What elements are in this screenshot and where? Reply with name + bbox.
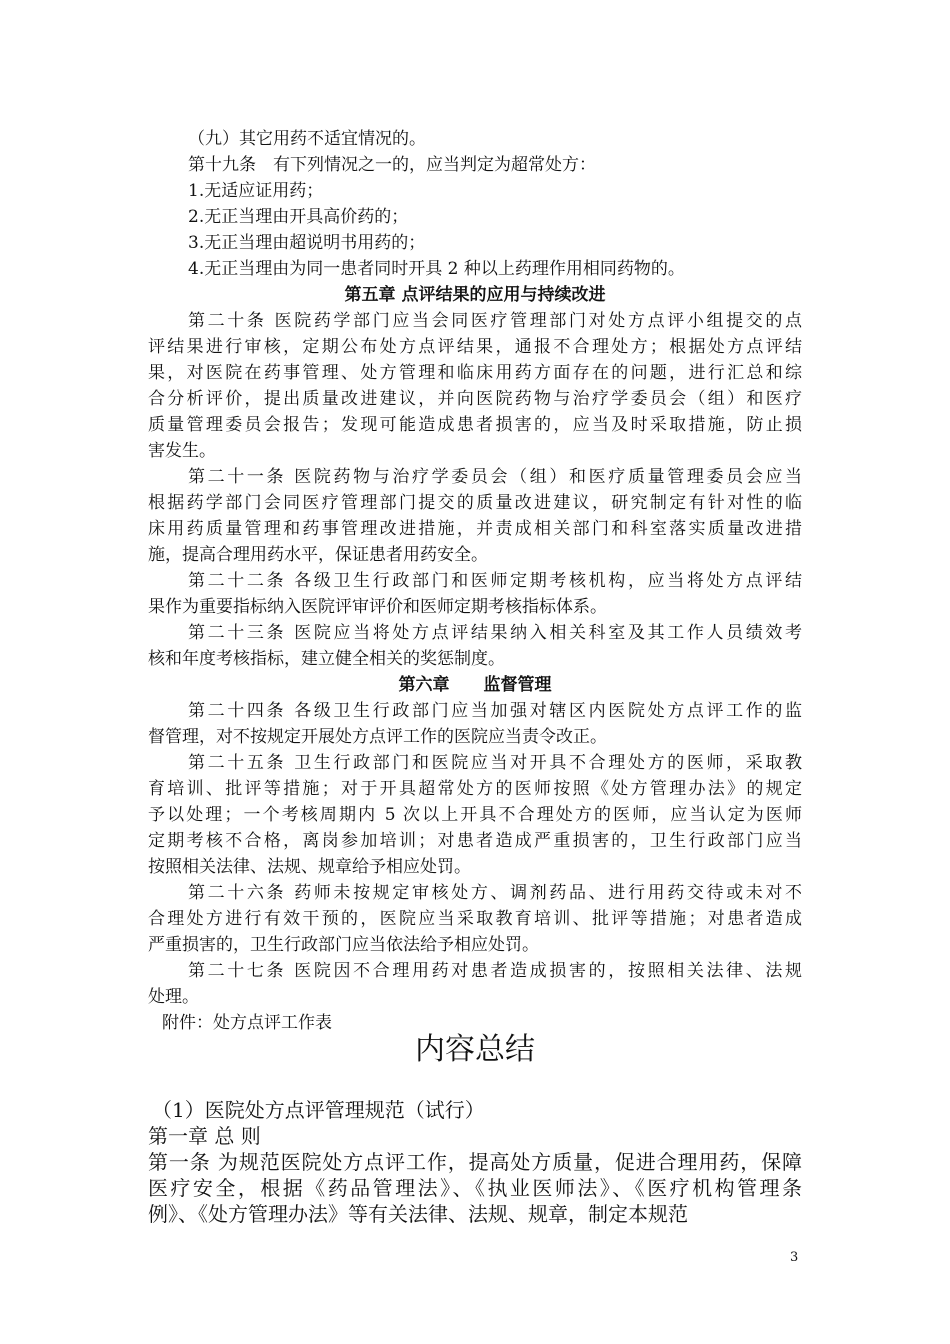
paragraph-line: 第二十二条 各级卫生行政部门和医师定期考核机构，应当将处方点评结: [188, 571, 802, 591]
article-19-line: 第十九条 有下列情况之一的，应当判定为超常处方：: [188, 155, 596, 175]
paragraph-line: 育培训、批评等措施；对于开具超常处方的医师按照《处方管理办法》的规定: [148, 779, 802, 799]
paragraph-line: 第二十一条 医院药物与治疗学委员会（组）和医疗质量管理委员会应当: [188, 467, 802, 487]
page-number: 3: [790, 1250, 799, 1265]
paragraph-line: 按照相关法律、法规、规章给予相应处罚。: [148, 857, 471, 877]
list-item: 3.无正当理由超说明书用药的；: [188, 233, 426, 253]
paragraph-line: 合理处方进行有效干预的，医院应当采取教育培训、批评等措施；对患者造成: [148, 909, 802, 929]
summary-line: 第一条 为规范医院处方点评工作，提高处方质量，促进合理用药，保障: [148, 1150, 802, 1174]
summary-line: 医疗安全，根据《药品管理法》、《执业医师法》、《医疗机构管理条: [148, 1176, 802, 1200]
summary-line: （1）医院处方点评管理规范（试行）: [152, 1098, 485, 1122]
paragraph-line: 床用药质量管理和药事管理改进措施，并责成相关部门和科室落实质量改进措: [148, 519, 802, 539]
paragraph-line: 第二十条 医院药学部门应当会同医疗管理部门对处方点评小组提交的点: [188, 311, 802, 331]
list-item: 2.无正当理由开具高价药的；: [188, 207, 409, 227]
paragraph-line: 定期考核不合格，离岗参加培训；对患者造成严重损害的，卫生行政部门应当: [148, 831, 802, 851]
list-item: 1.无适应证用药；: [188, 181, 324, 201]
paragraph-line: 第二十五条 卫生行政部门和医院应当对开具不合理处方的医师，采取教: [188, 753, 802, 773]
paragraph-line: 第二十七条 医院因不合理用药对患者造成损害的，按照相关法律、法规: [188, 961, 802, 981]
paragraph-line: 质量管理委员会报告；发现可能造成患者损害的，应当及时采取措施，防止损: [148, 415, 802, 435]
paragraph-line: 处理。: [148, 987, 199, 1007]
paragraph-line: 督管理，对不按规定开展处方点评工作的医院应当责令改正。: [148, 727, 607, 747]
list-item: 4.无正当理由为同一患者同时开具 2 种以上药理作用相同药物的。: [188, 259, 685, 279]
paragraph-line: 予以处理；一个考核周期内 5 次以上开具不合理处方的医师，应当认定为医师: [148, 805, 802, 825]
paragraph-line: 害发生。: [148, 441, 216, 461]
paragraph-line: 根据药学部门会同医疗管理部门提交的质量改进建议，研究制定有针对性的临: [148, 493, 802, 513]
paragraph-line: 核和年度考核指标，建立健全相关的奖惩制度。: [148, 649, 505, 669]
paragraph-line: 严重损害的，卫生行政部门应当依法给予相应处罚。: [148, 935, 539, 955]
summary-line: 第一章 总 则: [148, 1124, 261, 1148]
attachment-line: 附件：处方点评工作表: [162, 1013, 332, 1033]
paragraph-line: 果作为重要指标纳入医院评审评价和医师定期考核指标体系。: [148, 597, 607, 617]
paragraph-line: 第二十三条 医院应当将处方点评结果纳入相关科室及其工作人员绩效考: [188, 623, 802, 643]
paragraph-line: 第二十六条 药师未按规定审核处方、调剂药品、进行用药交待或未对不: [188, 883, 802, 903]
chapter-6-heading: 第六章 监督管理: [398, 675, 552, 695]
summary-title: 内容总结: [415, 1032, 535, 1067]
paragraph-line: 合分析评价，提出质量改进建议，并向医院药物与治疗学委员会（组）和医疗: [148, 389, 802, 409]
paragraph-line: 施，提高合理用药水平，保证患者用药安全。: [148, 545, 488, 565]
paragraph-line: 果，对医院在药事管理、处方管理和临床用药方面存在的问题，进行汇总和综: [148, 363, 802, 383]
paragraph-line: 第二十四条 各级卫生行政部门应当加强对辖区内医院处方点评工作的监: [188, 701, 802, 721]
chapter-5-heading: 第五章 点评结果的应用与持续改进: [344, 285, 606, 305]
paragraph-line: 评结果进行审核，定期公布处方点评结果，通报不合理处方；根据处方点评结: [148, 337, 802, 357]
summary-line: 例》、《处方管理办法》等有关法律、法规、规章，制定本规范: [148, 1202, 688, 1226]
paragraph-line: （九）其它用药不适宜情况的。: [188, 129, 426, 149]
